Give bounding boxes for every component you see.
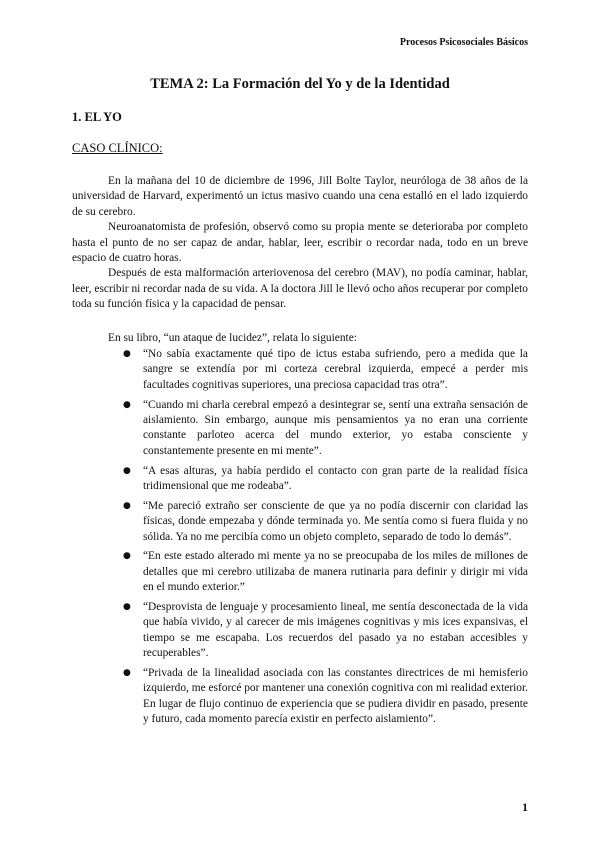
quote-text: “Desprovista de lenguaje y procesamiento lineal, me sentía desconectada de la vida que había vivido, y al carecer de mis imágenes cognitivas y mis ices expansivas, el tiempo se me escapaba. Los recuerdos del pasado ya no estaban accesibles y recuperables”. (143, 601, 528, 660)
quote-item (123, 499, 528, 545)
bullet-icon: ● (123, 399, 131, 410)
running-header: Procesos Psicosociales Básicos (399, 37, 528, 48)
quote-item (123, 398, 528, 460)
quote-item (123, 666, 528, 728)
paragraph: Neuroanatomista de profesión, observó como su propia mente se deterioraba por completo hasta el punto de no ser capaz de andar, hablar, leer, escribir o recordar nada, todo en un breve espacio de cuatro horas. (72, 221, 528, 265)
quote-text: “Me pareció extraño ser consciente de que ya no podía discernir con claridad las físicas, donde empezaba y dónde terminada yo. Me sentía como si fuera fluida y no sólida. Ya no me percibía como un objeto completo, separado de todo lo demás”. (143, 499, 528, 543)
quote-item (123, 347, 528, 393)
quote-text: “No sabía exactamente qué tipo de ictus estaba sufriendo, pero a medida que la sangre se extendía por mi corteza cerebral izquierda, empecé a perder mis facultades cognitivas superiores, una preciosa capacidad tras otra”. (143, 348, 528, 391)
quote-text: “Privada de la linealidad asociada con las constantes directrices de mi hemisferio izquierdo, me esforcé por mantener una conexión cognitiva con mi realidad exterior. En lugar de flujo continuo de experiencia que se pudiera dividir en pasado, presente y futuro, cada momento parecía existir en perfecto aislamiento”. (143, 667, 528, 726)
section-heading: 1. EL YO (72, 110, 122, 124)
bullet-icon: ● (123, 500, 131, 511)
quote-item (123, 549, 528, 595)
paragraph: Después de esta malformación arteriovenosa del cerebro (MAV), no podía caminar, hablar, leer, escribir ni recordar nada de su vida. A la doctora Jill le llevó ocho años recuperar por completo toda su función física y la capacidad de pensar. (72, 267, 528, 311)
bullet-icon: ● (123, 349, 131, 359)
quotes-intro: En su libro, “un ataque de lucidez”, relata lo siguiente: (108, 332, 357, 344)
quote-list (123, 347, 528, 732)
quote-item (123, 464, 528, 495)
case-body (72, 174, 528, 313)
bullet-icon: ● (123, 668, 131, 679)
case-label: CASO CLÍNICO: (72, 141, 163, 155)
quote-text: “Cuando mi charla cerebral empezó a desintegrar se, sentí una extraña sensación de aislamiento. Sin embargo, aunque mis pensamientos ya no eran una corriente constante parloteo acerca del mundo exterior, yo estaba consciente y constantemente presente en mi mente”. (143, 398, 528, 457)
quote-text: “A esas alturas, ya había perdido el contacto con gran parte de la realidad física tridimensional que me rodeaba”. (143, 464, 528, 493)
page-number: 1 (522, 800, 528, 814)
paragraph: En la mañana del 10 de diciembre de 1996, Jill Bolte Taylor, neuróloga de 38 años de la universidad de Harvard, experimentó un ictus masivo cuando una cena estalló en el lado izquierdo de su cerebro. (72, 175, 528, 218)
bullet-icon: ● (123, 551, 131, 562)
quote-item (123, 600, 528, 662)
quote-text: “En este estado alterado mi mente ya no se preocupaba de los miles de millones de detalles que mi cerebro utilizaba de manera rutinaria para definir y dirigir mi vida en el mundo exterior.” (143, 550, 528, 594)
bullet-icon: ● (123, 465, 131, 476)
page-title: TEMA 2: La Formación del Yo y de la Identidad (150, 76, 450, 92)
bullet-icon: ● (123, 602, 131, 613)
